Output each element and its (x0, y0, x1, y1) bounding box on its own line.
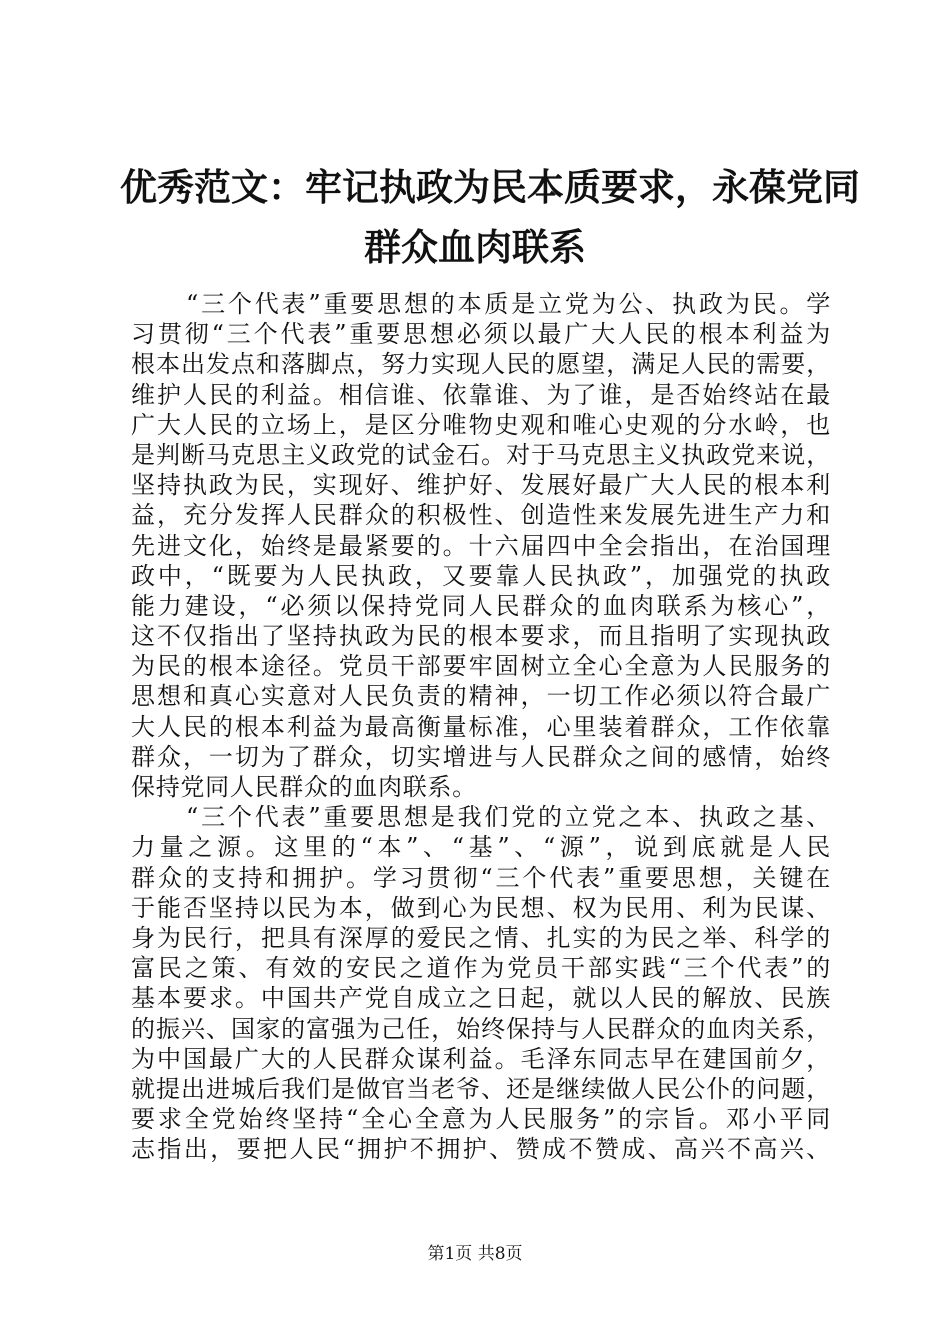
text-line: 能力建设，“必须以保持党同人民群众的血肉联系为核心”， (131, 591, 831, 620)
text-line: 群众，一切为了群众，切实增进与人民群众之间的感情，始终 (131, 742, 831, 771)
text-line: 于能否坚持以民为本，做到心为民想、权为民用、利为民谋、 (131, 893, 831, 922)
text-line: 先进文化，始终是最紧要的。十六届四中全会指出，在治国理 (131, 531, 831, 560)
text-line: 力量之源。这里的“本”、“基”、“源”，说到底就是人民 (131, 833, 831, 862)
text-line: 为民的根本途径。党员干部要牢固树立全心全意为人民服务的 (131, 652, 831, 681)
text-line: 思想和真心实意对人民负责的精神，一切工作必须以符合最广 (131, 682, 831, 711)
title-line: 优秀范文：牢记执政为民本质要求，永葆党同 (120, 166, 860, 209)
page-title (120, 158, 860, 278)
text-line: 为中国最广大的人民群众谋利益。毛泽东同志早在建国前夕， (131, 1044, 831, 1073)
text-line: 志指出，要把人民“拥护不拥护、赞成不赞成、高兴不高兴、 (131, 1135, 831, 1164)
text-line: 的振兴、国家的富强为己任，始终保持与人民群众的血肉关系， (131, 1014, 831, 1043)
text-line: 大人民的根本利益为最高衡量标准，心里装着群众，工作依靠 (131, 712, 831, 741)
title-line: 群众血肉联系 (364, 226, 586, 269)
document-body (131, 289, 831, 1164)
text-line: 是判断马克思主义政党的试金石。对于马克思主义执政党来说， (131, 440, 831, 469)
text-line: 这不仅指出了坚持执政为民的根本要求，而且指明了实现执政 (131, 622, 831, 651)
text-line: “三个代表”重要思想是我们党的立党之本、执政之基、 (186, 803, 831, 832)
page-number-footer: 第1页 共8页 (427, 1244, 523, 1264)
text-line: 身为民行，把具有深厚的爱民之情、扎实的为民之举、科学的 (131, 923, 831, 952)
text-line: 要求全党始终坚持“全心全意为人民服务”的宗旨。邓小平同 (131, 1105, 831, 1134)
text-line: 群众的支持和拥护。学习贯彻“三个代表”重要思想，关键在 (131, 863, 831, 892)
text-line: 益，充分发挥人民群众的积极性、创造性来发展先进生产力和 (131, 501, 831, 530)
text-line: 维护人民的利益。相信谁、依靠谁、为了谁，是否始终站在最 (131, 380, 831, 409)
text-line: 基本要求。中国共产党自成立之日起，就以人民的解放、民族 (131, 984, 831, 1013)
paragraph-1 (131, 289, 831, 802)
text-line: “三个代表”重要思想的本质是立党为公、执政为民。学 (186, 290, 831, 318)
text-line: 保持党同人民群众的血肉联系。 (131, 773, 477, 801)
text-line: 根本出发点和落脚点，努力实现人民的愿望，满足人民的需要， (131, 350, 831, 379)
paragraph-2 (131, 802, 831, 1164)
text-line: 习贯彻“三个代表”重要思想必须以最广大人民的根本利益为 (131, 320, 831, 349)
text-line: 就提出进城后我们是做官当老爷、还是继续做人民公仆的问题， (131, 1074, 831, 1103)
text-line: 广大人民的立场上，是区分唯物史观和唯心史观的分水岭，也 (131, 410, 831, 439)
text-line: 政中，“既要为人民执政，又要靠人民执政”，加强党的执政 (131, 561, 831, 590)
text-line: 坚持执政为民，实现好、维护好、发展好最广大人民的根本利 (131, 471, 831, 500)
text-line: 富民之策、有效的安民之道作为党员干部实践“三个代表”的 (131, 954, 831, 983)
